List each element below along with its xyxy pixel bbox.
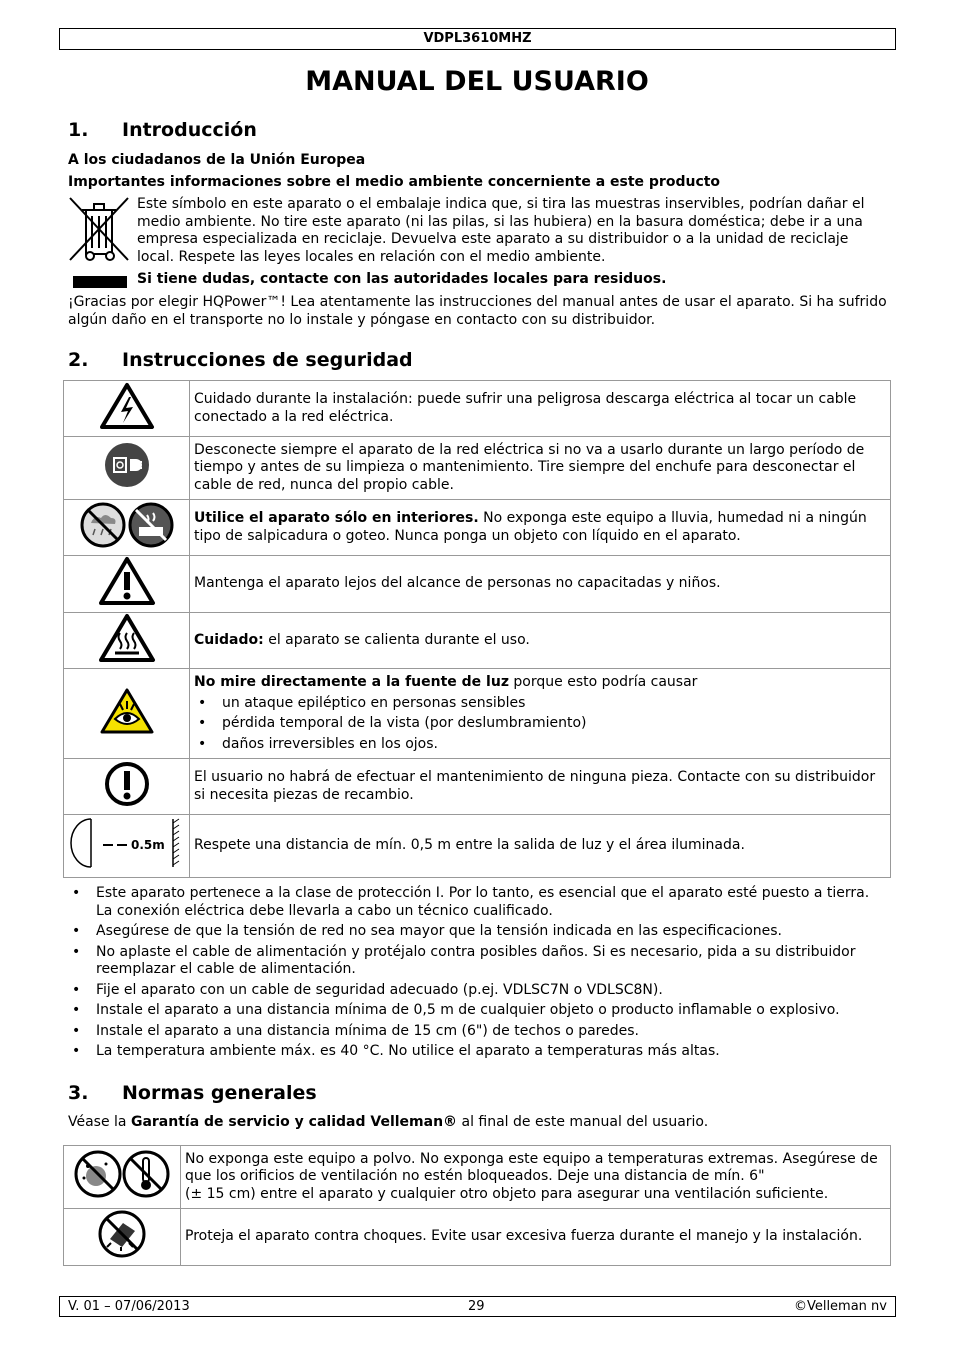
safety-text-bold: No mire directamente a la fuente de luz (194, 674, 509, 690)
general-text-cell (181, 1209, 891, 1266)
safety-row (64, 612, 891, 669)
safety-row (64, 500, 891, 556)
eu-heading: A los ciudadanos de la Unión Europea (68, 152, 366, 168)
section-1-heading (68, 119, 257, 141)
thanks-text: ¡Gracias por elegir HQPower™! Lea atentamente las instrucciones del manual antes de usar el aparato. Si ha sufrido algún daño en el transporte no lo instale y póngase en contacto con su distribuidor. (68, 294, 887, 328)
hot-surface-icon (98, 613, 156, 663)
safety-icon-cell (64, 556, 190, 613)
safety-icon-cell (64, 500, 190, 556)
section-number: 2. (68, 349, 89, 371)
general-text: Proteja el aparato contra choques. Evite usar excesiva fuerza durante el manejo y la instalación. (185, 1228, 863, 1244)
section-2-heading (68, 349, 413, 371)
weee-text: Este símbolo en este aparato o el embalaje indica que, si tira las muestras inservibles, podrían dañar el medio ambiente. No tire este aparato (ni las pilas, si las hubiera) en la basura doméstica; debe ir a una empresa especializada en reciclaje. Devuelva este aparato a su distribuidor o a la unidad de reciclaje local. Respete las leyes locales en relación con el medio ambiente. (137, 196, 865, 265)
safety-text: el aparato se calienta durante el uso. (263, 631, 530, 648)
electric-shock-warning-icon (99, 382, 155, 430)
list-item: • pérdida temporal de la vista (por deslumbramiento) (194, 715, 886, 733)
no-shock-icon (97, 1209, 147, 1259)
general-text: (± 15 cm) entre el aparato y cualquier otro objeto para asegurar una ventilación suficiente. (185, 1185, 829, 1202)
safety-row (64, 437, 891, 500)
list-item: • un ataque epiléptico en personas sensibles (194, 695, 886, 713)
doubt-text: Si tiene dudas, contacte con las autoridades locales para residuos. (137, 271, 667, 287)
general-row (64, 1209, 891, 1266)
safety-text-cell (190, 759, 891, 815)
safety-text-bold: Cuidado: (194, 631, 264, 648)
general-row (64, 1146, 891, 1209)
safety-icon-cell (64, 381, 190, 437)
list-item: • Instale el aparato a una distancia mínima de 15 cm (6") de techos o paredes. (68, 1023, 884, 1041)
safety-row (64, 669, 891, 759)
no-rain-no-liquid-icon (77, 501, 177, 549)
intro-pre: Véase la (68, 1114, 131, 1130)
section-3-heading (68, 1082, 317, 1104)
list-item: • No aplaste el cable de alimentación y protéjalo contra posibles daños. Si es necesario, pida a su distribuidor reemplazar el cable de alimentación. (68, 944, 884, 979)
exclamation-icon (103, 760, 151, 808)
general-text-cell (181, 1146, 891, 1209)
section-number: 3. (68, 1082, 89, 1104)
section-number: 1. (68, 119, 89, 141)
general-text: No exponga este equipo a polvo. No exponga este equipo a temperaturas extremas. Asegúrese de que los orificios de ventilación no estén bloqueados. Deje una distancia de mín. 6" (185, 1150, 878, 1185)
safety-icon-cell (64, 437, 190, 500)
safety-icon-cell (64, 759, 190, 815)
list-item: • Este aparato pertenece a la clase de protección I. Por lo tanto, es esencial que el aparato esté puesto a tierra. La conexión eléctrica debe llevarla a cabo un técnico cualificado. (68, 885, 884, 920)
safety-text: Cuidado durante la instalación: puede sufrir una peligrosa descarga eléctrica al tocar un cable conectado a la red eléctrica. (194, 391, 857, 425)
section-3-intro (68, 1114, 894, 1132)
general-warning-icon (98, 556, 156, 606)
safety-row (64, 381, 891, 437)
page-title: MANUAL DEL USUARIO (305, 66, 649, 97)
safety-text-cell (190, 669, 891, 759)
section-title: Introducción (122, 119, 257, 141)
distance-label: 0.5m (130, 838, 165, 852)
distance-icon (69, 815, 185, 871)
weee-bin-icon (68, 196, 132, 264)
safety-row (64, 556, 891, 613)
safety-row (64, 759, 891, 815)
no-dust-no-temperature-icon (72, 1148, 172, 1200)
safety-text-cell (190, 381, 891, 437)
safety-table (63, 380, 891, 878)
safety-text-cell (190, 556, 891, 613)
list-item: • Instale el aparato a una distancia mínima de 0,5 m de cualquier objeto o producto inflamable o explosivo. (68, 1002, 884, 1020)
intro-bold: Garantía de servicio y calidad Velleman® (130, 1114, 458, 1130)
safety-icon-cell (64, 612, 190, 669)
list-item: • Asegúrese de que la tensión de red no sea mayor que la tensión indicada en las especificaciones. (68, 923, 884, 941)
general-icon-cell (64, 1146, 181, 1209)
footer-page-number: 29 (468, 1299, 485, 1314)
env-heading: Importantes informaciones sobre el medio ambiente concerniente a este producto (68, 174, 721, 190)
general-table (63, 1145, 891, 1266)
safety-text-cell (190, 500, 891, 556)
page-header (59, 28, 896, 50)
section-title: Normas generales (122, 1082, 317, 1104)
intro-post: al final de este manual del usuario. (457, 1114, 709, 1130)
safety-text-cell (190, 612, 891, 669)
list-item: • La temperatura ambiente máx. es 40 °C. No utilice el aparato a temperaturas más altas. (68, 1043, 884, 1061)
eye-hazard-icon (99, 687, 155, 735)
safety-text-cell (190, 815, 891, 878)
footer-copyright: ©Velleman nv (793, 1299, 887, 1314)
section-title: Instrucciones de seguridad (122, 349, 413, 371)
model-number: VDPL3610MHZ (423, 31, 532, 46)
weee-bar (73, 276, 127, 288)
safety-icon-cell (64, 815, 190, 878)
safety-text: Respete una distancia de mín. 0,5 m entre la salida de luz y el área iluminada. (194, 837, 745, 853)
safety-row (64, 815, 891, 878)
safety-text-bold: Utilice el aparato sólo en interiores. (194, 510, 479, 526)
unplug-icon (103, 441, 151, 489)
general-icon-cell (64, 1209, 181, 1266)
safety-bullets (68, 885, 884, 1061)
list-item: • daños irreversibles en los ojos. (194, 736, 886, 754)
safety-text: El usuario no habrá de efectuar el mantenimiento de ninguna pieza. Contacte con su distribuidor si necesita piezas de recambio. (194, 769, 876, 803)
safety-icon-cell (64, 669, 190, 759)
list-item: • Fije el aparato con un cable de seguridad adecuado (p.ej. VDLSC7N o VDLSC8N). (68, 982, 884, 1000)
safety-text: Desconecte siempre el aparato de la red eléctrica si no va a usarlo durante un largo período de tiempo y antes de su limpieza o mantenimiento. Tire siempre del enchufe para desconectar el cable de red, nunca del propio cable. (194, 441, 865, 493)
safety-text: No exponga este equipo a lluvia, humedad ni a ningún tipo de salpicadura o goteo. Nunca ponga un objeto con líquido en el aparato. (194, 510, 867, 544)
footer-version: V. 01 – 07/06/2013 (68, 1299, 190, 1314)
safety-text-cell (190, 437, 891, 500)
page-footer (59, 1296, 896, 1317)
safety-text: porque esto podría causar (508, 674, 698, 690)
eye-hazard-list (194, 695, 886, 754)
safety-text: Mantenga el aparato lejos del alcance de personas no capacitadas y niños. (194, 575, 721, 591)
